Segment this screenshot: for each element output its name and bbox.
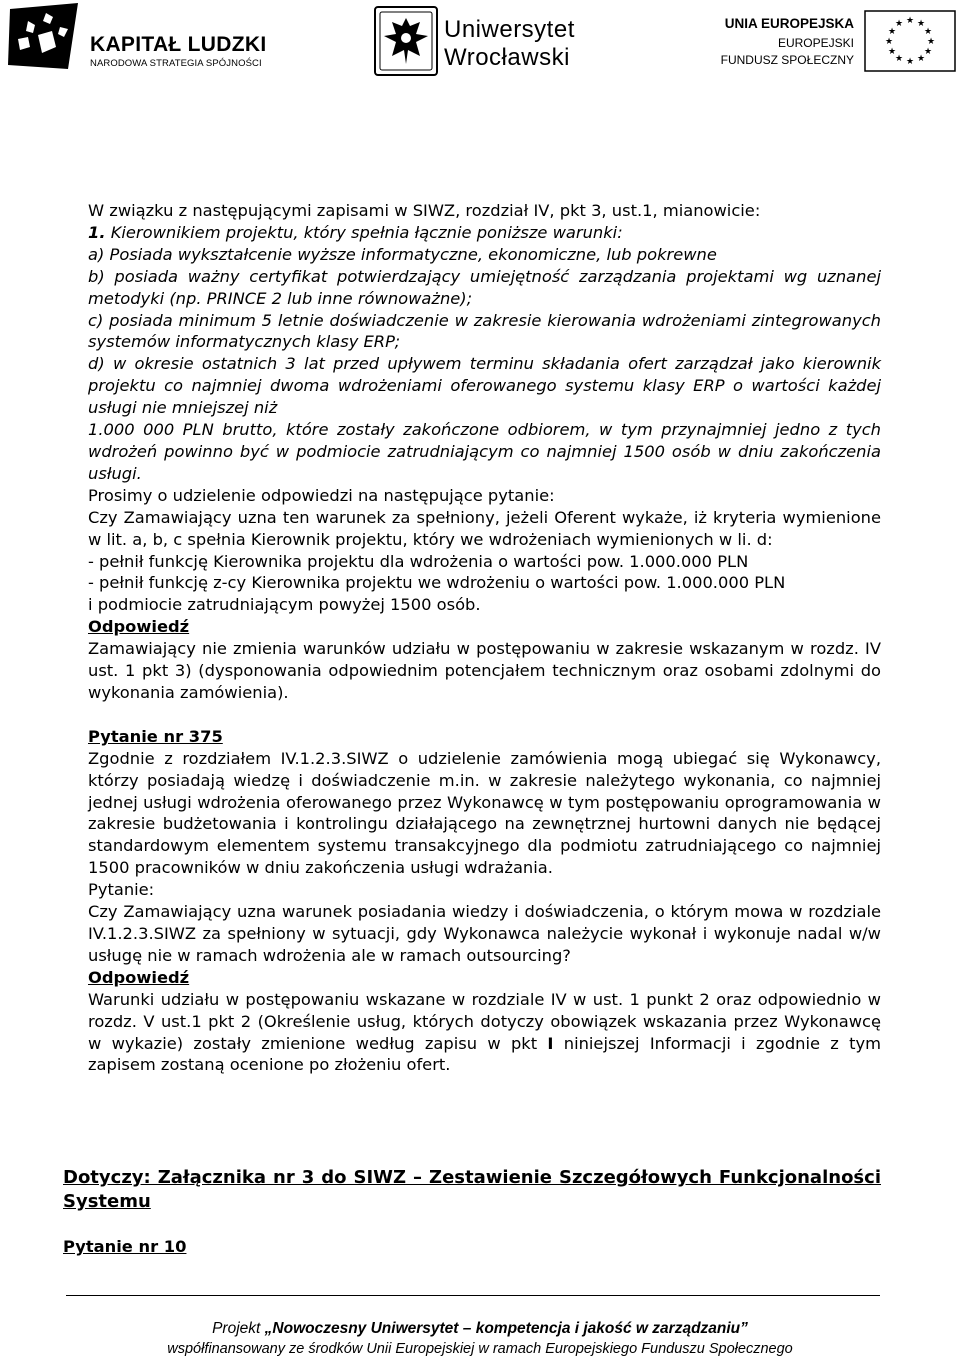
condition-item-d-continued: 1.000 000 PLN brutto, które zostały zakończone odbiorem, w tym przynajmniej jedno z tych wdrożeń powinno być w podmiocie zatrudniającym co najmniej 1500 osób w dniu zakończenia usługi. [88,420,881,483]
answer-2-part1: Warunki udziału w postępowaniu wskazane w rozdziale IV w ust. 1 punkt 2 oraz odpowiednio w rozdz. V ust.1 pkt 2 (Określenie usług, których dotyczy obowiązek wskazania przez Wykonawcę w wykazie) zostały zmienione według zapisu w pkt [88,989,881,1053]
footer-project-name: „Nowoczesny Uniwersytet – kompetencja i jakość w zarządzaniu” [264,1320,748,1337]
answer-2-bold-ref: I [547,1033,554,1053]
eu-fund-logo [720,8,956,74]
condition-item-b: b) posiada ważny certyfikat potwierdzający umiejętność zarządzania projektami wg uznanej metodyki (np. PRINCE 2 lub inne równoważne); [88,266,881,308]
condition-item-c: c) posiada minimum 5 letnie doświadczenie w zakresie kierowania wdrożeniami zintegrowanych systemów informatycznych klasy ERP; [88,310,881,352]
answer-2-part2: niniejszej Informacji i zgodnie z tym zapisem zostaną ocenione po złożeniu ofert. [88,1033,881,1075]
svg-text:★: ★ [916,19,926,29]
item-number: 1. [88,222,106,242]
kapital-ludzki-title: KAPITAŁ LUDZKI [90,33,267,56]
svg-text:★: ★ [894,19,904,29]
university-eagle-crest-icon [374,6,438,76]
svg-text:★: ★ [923,47,933,57]
svg-text:★: ★ [905,57,915,67]
svg-text:★: ★ [887,27,897,37]
answer-text: Zamawiający nie zmienia warunków udziału w postępowaniu w zakresie wskazanym w rozdz. IV ust. 1 pkt 3) (dysponowania odpowiednim potencjałem technicznym oraz osobami zdolnymi do wykonania zamówienia). [88,639,881,702]
eu-line1: UNIA EUROPEJSKA [724,16,854,31]
document-body [88,200,881,1076]
condition-item-d: d) w okresie ostatnich 3 lat przed upływem terminu składania ofert zarządzał jako kierownik projektu co najmniej dwoma wdrożeniami oferowanego systemu klasy ERP o wartości każdej usługi nie mniejszej niż [88,354,881,418]
kapital-ludzki-logo [8,3,278,71]
footer-divider [66,1295,880,1296]
eu-line2: EUROPEJSKI [777,36,854,50]
condition-item-1 [88,222,881,244]
question-intro: Prosimy o udzielenie odpowiedzi na następujące pytanie: [88,485,555,505]
question-375-heading: Pytanie nr 375 [88,726,223,746]
question-375-text: Zgodnie z rozdziałem IV.1.2.3.SIWZ o udzielenie zamówienia mogą ubiegać się Wykonawcy, którzy posiadają wiedzę i doświadczenie m.in. w zakresie należytego wykonania, co najmniej jednej usługi wdrożenia oferowanego przez Wykonawcę w tym postępowaniu oprogramowania w zakresie budżetowania i kontrolingu działającego na zewnętrznej hurtowni danych nie będącej standardowym elementem systemu transakcyjnego dla podmiotu zatrudniającego co najmniej 1500 pracowników w dniu zakończenia usługi wdrażania. [88,748,881,878]
intro-paragraph: W związku z następującymi zapisami w SIWZ, rozdział IV, pkt 3, ust.1, mianowicie: [88,201,761,220]
svg-text:★: ★ [884,37,894,47]
svg-text:★: ★ [916,54,926,64]
question-text: Czy Zamawiający uzna ten warunek za spełniony, jeżeli Oferent wykaże, iż kryteria wymienione w lit. a, b, c spełnia Kierownik projektu, który we wdrożeniach wymienionych w li. d: [88,507,881,549]
svg-text:★: ★ [923,27,933,37]
question-10-heading: Pytanie nr 10 [63,1237,187,1256]
university-name-line2: Wrocławski [444,44,570,71]
item-1-text: Kierownikiem projektu, który spełnia łącznie poniższe warunki: [110,222,623,242]
kapital-ludzki-subtitle: NARODOWA STRATEGIA SPÓJNOŚCI [90,58,262,69]
question-dash-1: - pełnił funkcję Kierownika projektu dla wdrożenia o wartości pow. 1.000.000 PLN [88,551,749,571]
question-375-question: Czy Zamawiający uzna warunek posiadania wiedzy i doświadczenia, o którym mowa w rozdziale IV.1.2.3.SIWZ za spełniony w sytuacji, gdy Wykonawca należycie wykonał i wykonuje nadal w/w usługę nie w ramach wdrożenia ale w ramach outsourcing? [88,902,881,965]
attachment-heading: Dotyczy: Załącznika nr 3 do SIWZ – Zestawienie Szczegółowych Funkcjonalności Systemu [63,1167,881,1212]
question-end: i podmiocie zatrudniającym powyżej 1500 osób. [88,595,481,615]
question-dash-2: - pełnił funkcję z-cy Kierownika projektu we wdrożeniu o wartości pow. 1.000.000 PLN [88,573,786,593]
university-name-line1: Uniwersytet [444,16,575,43]
eu-flag-icon [864,10,956,72]
eu-line3: FUNDUSZ SPOŁECZNY [720,53,854,67]
question-375-label: Pytanie: [88,880,155,900]
kapital-ludzki-emblem-icon [8,3,84,71]
svg-text:★: ★ [905,16,915,26]
condition-item-a: a) Posiada wykształcenie wyższe informatyczne, ekonomiczne, lub pokrewne [88,244,717,264]
answer-heading: Odpowiedź [88,617,190,637]
svg-text:★: ★ [894,54,904,64]
footer-project-line [0,1320,960,1338]
answer-2-text [88,989,881,1077]
svg-text:★: ★ [926,37,936,47]
footer-funding-line: współfinansowany ze środków Unii Europejskiej w ramach Europejskiego Funduszu Społecznego [167,1341,793,1357]
footer-prefix: Projekt [212,1320,265,1337]
svg-text:★: ★ [887,47,897,57]
answer-heading-2: Odpowiedź [88,967,190,987]
uniwersytet-wroclawski-logo [374,6,584,76]
